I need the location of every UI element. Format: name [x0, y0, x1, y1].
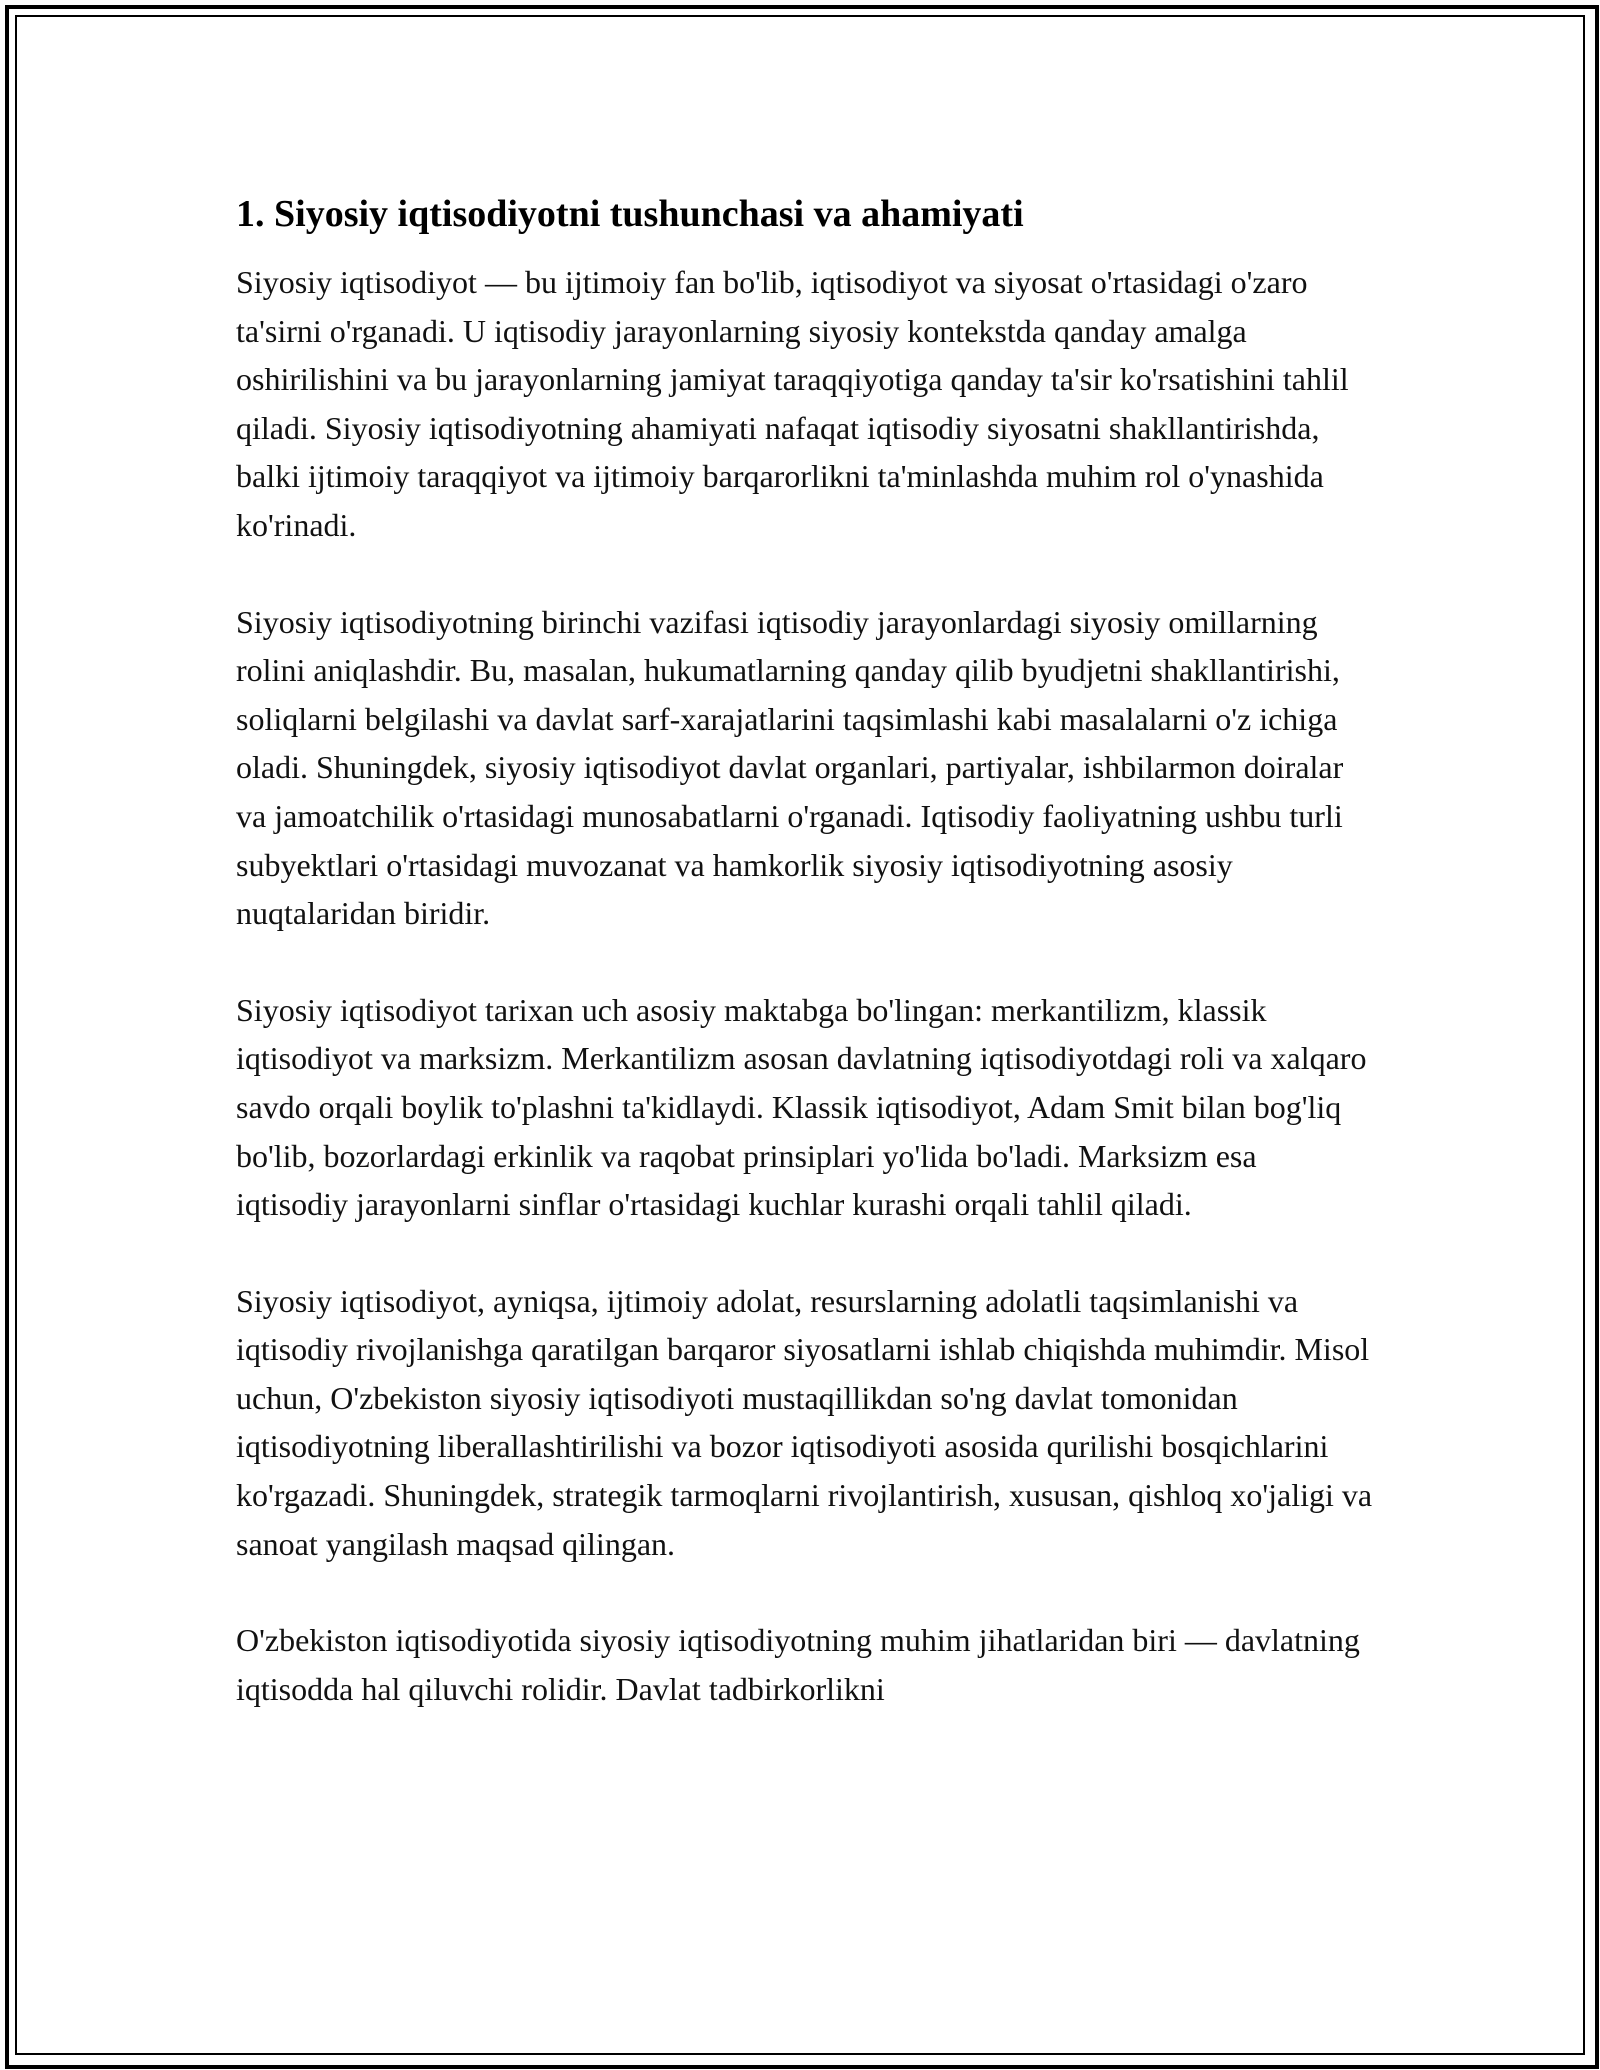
document-body — [236, 186, 1376, 1761]
page-title: 1. Siyosiy iqtisodiyotni tushunchasi va ahamiyati — [236, 193, 1024, 235]
paragraph: Siyosiy iqtisodiyot, ayniqsa, ijtimoiy adolat, resurslarning adolatli taqsimlanishi va iqtisodiy rivojlanishga qaratilgan barqaror siyosatlarni ishlab chiqishda muhimdir. Misol uchun, O'zbekiston siyosiy iqtisodiyoti mustaqillikdan so'ng davlat tomonidan iqtisodiyotning liberallashtirilishi va bozor iqtisodiyoti asosida qurilishi bosqichlarini ko'rgazadi. Shuningdek, strategik tarmoqlarni rivojlantirish, xususan, qishloq xo'jaligi va sanoat yangilash maqsad qilingan. — [236, 1282, 1373, 1562]
paragraph: Siyosiy iqtisodiyot — bu ijtimoiy fan bo'lib, iqtisodiyot va siyosat o'rtasidagi o'zaro ta'sirni o'rganadi. U iqtisodiy jarayonlarning siyosiy kontekstda qanday amalga oshirilishini va bu jarayonlarning jamiyat taraqqiyotiga qanday ta'sir ko'rsatishini tahlil qiladi. Siyosiy iqtisodiyotning ahamiyati nafaqat iqtisodiy siyosatni shakllantirishda, balki ijtimoiy taraqqiyot va ijtimoiy barqarorlikni ta'minlashda muhim rol o'ynashida ko'rinadi. — [236, 264, 1349, 543]
paragraph: Siyosiy iqtisodiyot tarixan uch asosiy maktabga bo'lingan: merkantilizm, klassik iqtisodiyot va marksizm. Merkantilizm asosan davlatning iqtisodiyotdagi roli va xalqaro savdo orqali boylik to'plashni ta'kidlaydi. Klassik iqtisodiyot, Adam Smit bilan bog'liq bo'lib, bozorlardagi erkinlik va raqobat prinsiplari yo'lida bo'ladi. Marksizm esa iqtisodiy jarayonlarni sinflar o'rtasidagi kuchlar kurashi orqali tahlil qiladi. — [236, 991, 1367, 1223]
paragraph: Siyosiy iqtisodiyotning birinchi vazifasi iqtisodiy jarayonlardagi siyosiy omillarning rolini aniqlashdir. Bu, masalan, hukumatlarning qanday qilib byudjetni shakllantirishi, soliqlarni belgilashi va davlat sarf-xarajatlarini taqsimlashi kabi masalalarni o'z ichiga oladi. Shuningdek, siyosiy iqtisodiyot davlat organlari, partiyalar, ishbilarmon doiralar va jamoatchilik o'rtasidagi munosabatlarni o'rganadi. Iqtisodiy faoliyatning ushbu turli subyektlari o'rtasidagi muvozanat va hamkorlik siyosiy iqtisodiyotning asosiy nuqtalaridan biridir. — [236, 603, 1344, 932]
paragraph: O'zbekiston iqtisodiyotida siyosiy iqtisodiyotning muhim jihatlaridan biri — davlatning iqtisodda hal qiluvchi rolidir. Davlat tadbirkorlikni — [236, 1622, 1360, 1707]
